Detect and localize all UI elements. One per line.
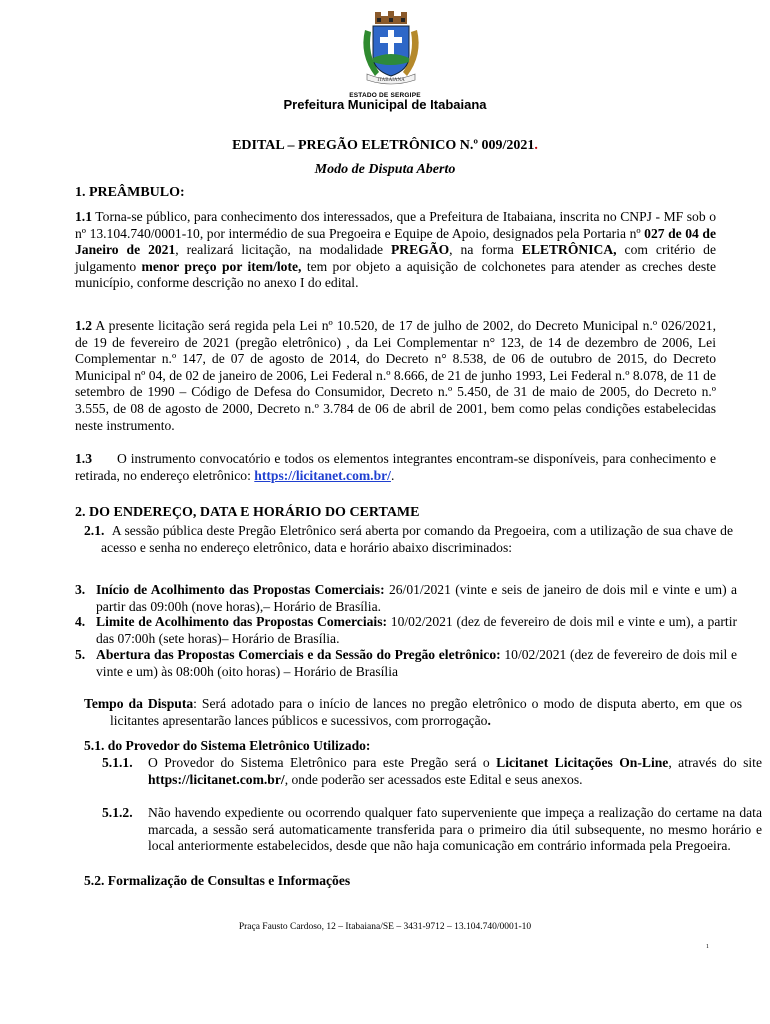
para-text: O instrumento convocatório e todos os elementos integrantes encontram-se disponíveis, para conhecimento e retirada, no endereço eletrônico:: [75, 451, 716, 483]
page-subtitle: Modo de Disputa Aberto: [314, 162, 456, 177]
footer-address: Praça Fausto Cardoso, 12 – Itabaiana/SE – 3431-9712 – 13.104.740/0001-10: [238, 922, 532, 932]
header-prefeitura: Prefeitura Municipal de Itabaiana: [283, 97, 487, 112]
section-5-2-heading: 5.2. Formalização de Consultas e Informações: [84, 873, 351, 888]
item-text: 10/02/2021 (dez de fevereiro de dois mil e vinte e um), a partir das 07:00h (sete horas)– Horário de Brasília.: [96, 614, 737, 646]
list-item: [75, 614, 737, 647]
para-number: 5.1.2.: [102, 805, 133, 820]
paragraph-1-3: [75, 451, 716, 484]
para-bold: Licitanet Licitações On-Line: [496, 755, 669, 770]
list-item: [75, 582, 737, 615]
paragraph-2-1: [84, 523, 733, 556]
svg-text:ITABAIANA: ITABAIANA: [377, 78, 405, 83]
item-label: Abertura das Propostas Comerciais e da Sessão do Pregão eletrônico:: [96, 647, 501, 662]
para-text: : Será adotado para o início de lances no pregão eletrônico o modo de disputa aberto, em que os licitantes apresentarão lances públicos e sucessivos, com prorrogação: [110, 696, 743, 728]
list-item: [75, 647, 737, 680]
title-dot: .: [534, 138, 538, 153]
coat-of-arms-icon: [355, 10, 427, 88]
para-text: A sessão pública deste Pregão Eletrônico será aberta por comando da Pregoeira, com a utilização de sua chave de acesso e senha no endereço eletrônico, data e horário abaixo discriminados:: [101, 523, 733, 555]
para-number: 1.3: [75, 451, 92, 466]
title-text: EDITAL – PREGÃO ELETRÔNICO N.º 009/2021: [232, 138, 535, 153]
page-title: [0, 138, 770, 155]
licitanet-link[interactable]: https://licitanet.com.br/: [254, 467, 391, 483]
para-bold: menor preço por item/lote,: [141, 258, 302, 274]
para-number: 5.1.1.: [102, 755, 133, 770]
paragraph-tempo-disputa: [84, 696, 742, 729]
para-bold: https://licitanet.com.br/: [148, 771, 285, 787]
para-text: O Provedor do Sistema Eletrônico para este Pregão será o: [148, 755, 497, 770]
section-5-1-heading: 5.1. do Provedor do Sistema Eletrônico Utilizado:: [84, 738, 371, 753]
paragraph-1-2: [75, 318, 716, 434]
para-text: , na forma: [449, 242, 522, 258]
para-number: 1.2: [75, 318, 92, 333]
para-bold: PREGÃO: [391, 242, 450, 258]
para-text: com critério de julgamento: [75, 242, 716, 274]
item-label: Limite de Acolhimento das Propostas Comerciais:: [96, 614, 388, 629]
item-number: 3.: [75, 582, 86, 597]
section-2-heading: 2. DO ENDEREÇO, DATA E HORÁRIO DO CERTAME: [75, 505, 420, 520]
item-number: 4.: [75, 614, 86, 629]
para-bold: .: [487, 712, 491, 728]
header-state: ESTADO DE SERGIPE: [349, 92, 421, 99]
para-text: , realizará licitação, na modalidade: [175, 242, 391, 258]
para-number: 1.1: [75, 209, 92, 224]
page-number: 1: [706, 944, 709, 950]
para-text: .: [390, 467, 395, 483]
para-bold: 027 de 04 de Janeiro de 2021: [75, 225, 716, 258]
para-text: , onde poderão ser acessados este Edital e seus anexos.: [284, 771, 583, 787]
paragraph-5-1-2: [102, 805, 762, 855]
para-number: 2.1.: [84, 523, 105, 538]
item-number: 5.: [75, 647, 86, 662]
para-text: Torna-se público, para conhecimento dos interessados, que a Prefeitura de Itabaiana, inscrita no CNPJ - MF sob o nº 13.104.740/0001-10, por intermédio de sua Pregoeira e Equipe de Apoio, designados pela Portaria nº: [75, 209, 716, 241]
para-text: , através do site: [668, 755, 762, 770]
para-text: A presente licitação será regida pela Lei nº 10.520, de 17 de julho de 2002, do Decreto Municipal n.º 026/2021, de 19 de fevereiro de 2021 (pregão eletrônico) , da Lei Complementar n° 123, de 14 de dezembro de 2006, Lei Complementar n.º 147, de 07 de agosto de 2014, do Decreto n° 8.538, de 06 de outubro de 2015, do Decreto Municipal nº 04, de 02 de janeiro de 2006, Lei Federal n.º 8.666, de 21 de junho 1993, Lei Federal n.º 8.078, de 11 de setembro de 1990 – Código de Defesa do Consumidor, Decreto n.º 5.450, de 31 de maio de 2005, do Decreto n.º 3.555, de 08 de agosto de 2000, Decreto n.º 3.784 de 06 de abril de 2001, bem como pelas condições estabelecidas neste instrumento.: [75, 318, 716, 433]
para-text: Não havendo expediente ou ocorrendo qualquer fato superveniente que impeça a realização do certame na data marcada, a sessão será automaticamente transferida para o primeiro dia útil subsequente, no mesmo horário e local anteriormente estabelecidos, desde que não haja comunicação em contrário informada pela Pregoeira.: [148, 805, 762, 854]
paragraph-1-1: [75, 209, 716, 292]
item-text: 10/02/2021 (dez de fevereiro de dois mil e vinte e um) às 08:00h (oito horas) – Horário de Brasília: [96, 647, 737, 679]
para-bold: ELETRÔNICA,: [521, 242, 617, 258]
section-1-heading: 1. PREÂMBULO:: [75, 185, 185, 200]
para-text: tem por objeto a aquisição de colchonetes para atender as creches deste município, conforme descrição no anexo I do edital.: [75, 258, 717, 291]
item-text: 26/01/2021 (vinte e seis de janeiro de dois mil e vinte e um) a partir das 09:00h (nove horas),– Horário de Brasília.: [96, 582, 737, 614]
paragraph-5-1-1: [102, 755, 762, 788]
item-label: Início de Acolhimento das Propostas Comerciais:: [96, 582, 385, 597]
para-bold: Tempo da Disputa: [84, 696, 194, 711]
